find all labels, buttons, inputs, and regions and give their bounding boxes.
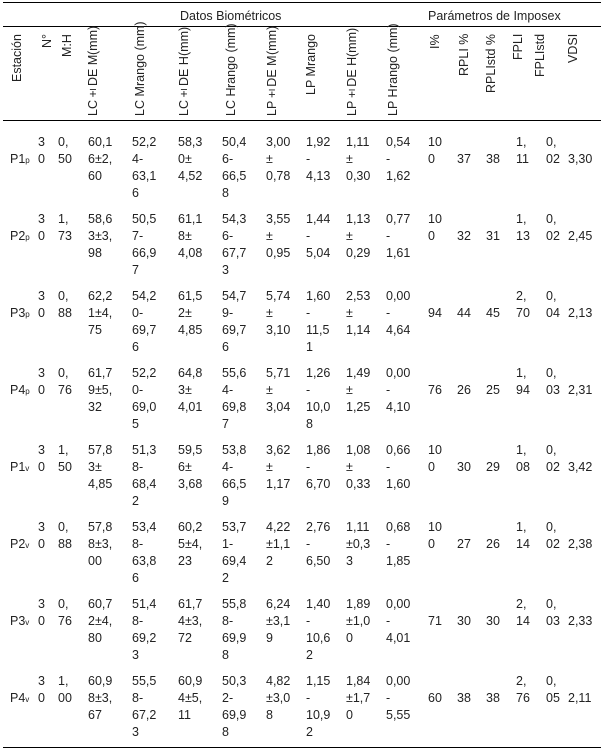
station-name: P2 xyxy=(10,229,26,243)
column-header xyxy=(224,22,239,116)
table-cell: 2,53 ± 1,14 xyxy=(346,289,371,337)
table-cell: 45 xyxy=(486,306,500,320)
station-season: p xyxy=(25,387,30,396)
header-bottom-rule xyxy=(3,120,601,121)
table-cell: 1, 14 xyxy=(516,520,530,551)
table-cell: 3 0 xyxy=(38,212,45,243)
station-label xyxy=(10,228,30,244)
column-header-line: M:H xyxy=(60,34,74,57)
column-header xyxy=(86,25,101,116)
table-cell: 26 xyxy=(486,537,500,551)
column-header-line: LC±DE H xyxy=(177,56,191,116)
table-cell: 3 0 xyxy=(38,366,45,397)
table-cell: 2, 14 xyxy=(516,597,530,628)
table-cell: 38 xyxy=(486,691,500,705)
column-header xyxy=(60,34,75,116)
table-cell: 61,5 2± 4,85 xyxy=(178,289,203,337)
table-cell: 0, 02 xyxy=(546,520,560,551)
table-cell: 2,38 xyxy=(568,537,593,551)
table-cell: 57,8 8±3, 00 xyxy=(88,520,113,568)
table-cell: 1,26 - 10,0 8 xyxy=(306,366,331,431)
station-label xyxy=(10,690,29,706)
table-cell: 53,8 4- 66,5 9 xyxy=(222,443,247,508)
column-header-line: LP±DE H xyxy=(345,56,359,116)
table-cell: 0,68 - 1,85 xyxy=(386,520,411,568)
table-cell: 0, 03 xyxy=(546,597,560,628)
table-cell: 64,8 3± 4,01 xyxy=(178,366,203,414)
table-cell: 1,92 - 4,13 xyxy=(306,135,331,183)
table-cell: 57,8 3± 4,85 xyxy=(88,443,113,491)
table-cell: 1,84 ±1,7 0 xyxy=(346,674,371,722)
table-cell: 4,22 ±1,1 2 xyxy=(266,520,291,568)
table-cell: 60,9 4±5, 11 xyxy=(178,674,203,722)
station-label xyxy=(10,459,29,475)
column-header-line: rango xyxy=(304,34,318,66)
group-header-imposex: Parámetros de Imposex xyxy=(428,9,561,23)
table-cell: 55,5 8- 67,2 3 xyxy=(132,674,157,739)
table-cell: 3 0 xyxy=(38,443,45,474)
table-cell: 0, 02 xyxy=(546,443,560,474)
column-header-line: rango (mm) xyxy=(133,21,147,87)
table-cell: 54,2 0- 69,7 6 xyxy=(132,289,157,354)
table-cell: 71 xyxy=(428,614,442,628)
column-header xyxy=(511,34,526,116)
table-cell: 53,4 8- 63,8 6 xyxy=(132,520,157,585)
column-header-line: (mm) xyxy=(345,27,359,57)
table-cell: 60,9 8±3, 67 xyxy=(88,674,113,722)
column-header-line: LP H xyxy=(386,88,400,116)
table-cell: 3 0 xyxy=(38,289,45,320)
table-cell: 61,1 8± 4,08 xyxy=(178,212,203,260)
table-cell: 0, 88 xyxy=(58,289,72,320)
table-cell: 2,45 xyxy=(568,229,593,243)
table-cell: 1,44 - 5,04 xyxy=(306,212,331,260)
table-cell: 10 0 xyxy=(428,443,442,474)
table-cell: 30 xyxy=(486,614,500,628)
table-cell: 1,86 - 6,70 xyxy=(306,443,331,491)
table-cell: 2,33 xyxy=(568,614,593,628)
column-header xyxy=(345,27,360,116)
table-cell: 44 xyxy=(457,306,471,320)
table-cell: 55,8 8- 69,9 8 xyxy=(222,597,247,662)
table-cell: 51,3 8- 68,4 2 xyxy=(132,443,157,508)
table-cell: 3,30 xyxy=(568,152,593,166)
column-header xyxy=(457,34,472,116)
table-cell: 53,7 1- 69,4 2 xyxy=(222,520,247,585)
column-header xyxy=(533,34,548,116)
table-cell: 1,13 ± 0,29 xyxy=(346,212,371,260)
table-cell: 1, 73 xyxy=(58,212,72,243)
table-cell: 0, 76 xyxy=(58,597,72,628)
table-cell: 38 xyxy=(457,691,471,705)
station-season: v xyxy=(25,695,30,704)
table-cell: 10 0 xyxy=(428,212,442,243)
table-cell: 1, 00 xyxy=(58,674,72,705)
column-header-line: N° xyxy=(40,34,54,49)
table-cell: 61,7 4±3, 72 xyxy=(178,597,203,645)
table-cell: 0,54 - 1,62 xyxy=(386,135,411,183)
table-cell: 0,00 - 4,64 xyxy=(386,289,411,337)
table-cell: 1,60 - 11,5 1 xyxy=(306,289,331,354)
table-cell: 1,40 - 10,6 2 xyxy=(306,597,331,662)
column-header-line: rango (mm) xyxy=(224,22,238,88)
table-cell: 60 xyxy=(428,691,442,705)
table-cell: 2,76 - 6,50 xyxy=(306,520,331,568)
column-header-line: LC±DE M xyxy=(86,54,100,116)
station-label xyxy=(10,536,29,552)
column-header xyxy=(386,23,401,116)
table-cell: 60,2 5±4, 23 xyxy=(178,520,203,568)
station-name: P3 xyxy=(10,614,26,628)
table-bottom-rule xyxy=(3,747,601,748)
group-header-biometric: Datos Biométricos xyxy=(180,9,282,23)
column-header-line: LC H xyxy=(224,87,238,116)
column-header xyxy=(133,21,148,116)
table-cell: 1, 13 xyxy=(516,212,530,243)
table-cell: 37 xyxy=(457,152,471,166)
column-header xyxy=(177,27,192,116)
column-header xyxy=(304,34,319,116)
table-cell: 1,11 ±0,3 3 xyxy=(346,520,371,568)
table-cell: 52,2 0- 69,0 5 xyxy=(132,366,157,431)
table-cell: 1, 94 xyxy=(516,366,530,397)
table-cell: 3,00 ± 0,78 xyxy=(266,135,291,183)
table-cell: 0, 88 xyxy=(58,520,72,551)
table-top-rule xyxy=(3,2,601,3)
table-cell: 50,3 2- 69,9 8 xyxy=(222,674,247,739)
table-cell: 2,13 xyxy=(568,306,593,320)
table-cell: 26 xyxy=(457,383,471,397)
column-header-line: I% xyxy=(428,34,442,49)
table-cell: 3 0 xyxy=(38,597,45,628)
table-cell: 0,00 - 4,01 xyxy=(386,597,411,645)
column-header-line: FPLIstd xyxy=(533,34,547,78)
column-header-line: (mm) xyxy=(177,27,191,57)
station-name: P4 xyxy=(10,383,26,397)
table-cell: 1,15 - 10,9 2 xyxy=(306,674,331,739)
station-season: v xyxy=(25,541,30,550)
table-cell: 3 0 xyxy=(38,135,45,166)
column-header xyxy=(566,34,581,116)
column-header xyxy=(428,34,443,116)
table-cell: 0, 02 xyxy=(546,212,560,243)
table-cell: 55,6 4- 69,8 7 xyxy=(222,366,247,431)
table-cell: 5,74 ± 3,10 xyxy=(266,289,291,337)
table-cell: 0, 04 xyxy=(546,289,560,320)
table-cell: 58,3 0± 4,52 xyxy=(178,135,203,183)
column-header-line: FPLI xyxy=(511,34,525,61)
table-cell: 1,08 ± 0,33 xyxy=(346,443,371,491)
table-cell: 27 xyxy=(457,537,471,551)
table-cell: 0,00 - 4,10 xyxy=(386,366,411,414)
table-cell: 38 xyxy=(486,152,500,166)
station-season: p xyxy=(25,310,30,319)
column-header-line: RPLI % xyxy=(457,34,471,77)
table-cell: 1, 11 xyxy=(516,135,529,166)
table-cell: 50,4 6- 66,5 8 xyxy=(222,135,247,200)
table-cell: 29 xyxy=(486,460,500,474)
table-cell: 61,7 9±5, 32 xyxy=(88,366,113,414)
table-cell: 0, 50 xyxy=(58,135,72,166)
column-header-line: (mm) xyxy=(86,25,100,55)
station-label xyxy=(10,382,30,398)
station-season: v xyxy=(25,618,30,627)
station-label xyxy=(10,305,30,321)
table-cell: 3,42 xyxy=(568,460,593,474)
table-cell: 10 0 xyxy=(428,135,442,166)
station-name: P1 xyxy=(10,460,26,474)
table-cell: 58,6 3±3, 98 xyxy=(88,212,113,260)
column-header-line: LC M xyxy=(133,86,147,116)
column-header-line: LP±DE M xyxy=(265,55,279,116)
table-cell: 94 xyxy=(428,306,442,320)
table-cell: 2, 70 xyxy=(516,289,530,320)
station-name: P1 xyxy=(10,152,26,166)
column-header xyxy=(40,34,55,116)
table-cell: 5,71 ± 3,04 xyxy=(266,366,291,414)
station-name: P2 xyxy=(10,537,26,551)
table-cell: 25 xyxy=(486,383,500,397)
station-name: P4 xyxy=(10,691,26,705)
table-cell: 0, 03 xyxy=(546,366,560,397)
table-cell: 0, 02 xyxy=(546,135,560,166)
table-cell: 30 xyxy=(457,614,471,628)
table-cell: 1,89 ±1,0 0 xyxy=(346,597,371,645)
station-season: p xyxy=(25,156,30,165)
table-cell: 62,2 1±4, 75 xyxy=(88,289,113,337)
column-header-line: RPLIstd % xyxy=(484,34,498,94)
table-cell: 76 xyxy=(428,383,442,397)
table-cell: 0, 76 xyxy=(58,366,72,397)
table-cell: 50,5 7- 66,9 7 xyxy=(132,212,157,277)
column-header-line: Estación xyxy=(10,34,24,82)
table-cell: 2, 76 xyxy=(516,674,530,705)
table-cell: 54,3 6- 67,7 3 xyxy=(222,212,247,277)
table-cell: 1,49 ± 1,25 xyxy=(346,366,371,414)
table-cell: 3,55 ± 0,95 xyxy=(266,212,291,260)
table-cell: 2,11 xyxy=(568,691,592,705)
column-header xyxy=(10,34,25,116)
table-cell: 60,7 2±4, 80 xyxy=(88,597,113,645)
table-cell: 4,82 ±3,0 8 xyxy=(266,674,291,722)
column-header xyxy=(484,34,499,116)
table-cell: 1,11 ± 0,30 xyxy=(346,135,371,183)
column-header-line: (mm) xyxy=(265,26,279,56)
column-header-line: VDSI xyxy=(566,34,580,64)
station-label xyxy=(10,151,30,167)
column-header xyxy=(265,26,280,116)
table-cell: 3 0 xyxy=(38,520,45,551)
table-cell: 0,00 - 5,55 xyxy=(386,674,411,722)
column-header-line: LP M xyxy=(304,65,318,95)
table-cell: 59,5 6± 3,68 xyxy=(178,443,203,491)
table-cell: 0,77 - 1,61 xyxy=(386,212,411,260)
station-name: P3 xyxy=(10,306,26,320)
column-header-line: rango (mm) xyxy=(386,23,400,89)
table-cell: 6,24 ±3,1 9 xyxy=(266,597,291,645)
station-label xyxy=(10,613,29,629)
table-cell: 2,31 xyxy=(568,383,593,397)
table-cell: 1, 50 xyxy=(58,443,72,474)
table-cell: 0, 05 xyxy=(546,674,560,705)
station-season: p xyxy=(25,233,30,242)
table-cell: 60,1 6±2, 60 xyxy=(88,135,113,183)
table-cell: 3 0 xyxy=(38,674,45,705)
table-cell: 0,66 - 1,60 xyxy=(386,443,411,491)
table-cell: 3,62 ± 1,17 xyxy=(266,443,291,491)
table-cell: 51,4 8- 69,2 3 xyxy=(132,597,157,662)
table-cell: 32 xyxy=(457,229,471,243)
table-cell: 10 0 xyxy=(428,520,442,551)
table-cell: 52,2 4- 63,1 6 xyxy=(132,135,157,200)
table-cell: 30 xyxy=(457,460,471,474)
table-cell: 1, 08 xyxy=(516,443,530,474)
table-cell: 54,7 9- 69,7 6 xyxy=(222,289,247,354)
table-cell: 31 xyxy=(486,229,500,243)
station-season: v xyxy=(25,464,30,473)
